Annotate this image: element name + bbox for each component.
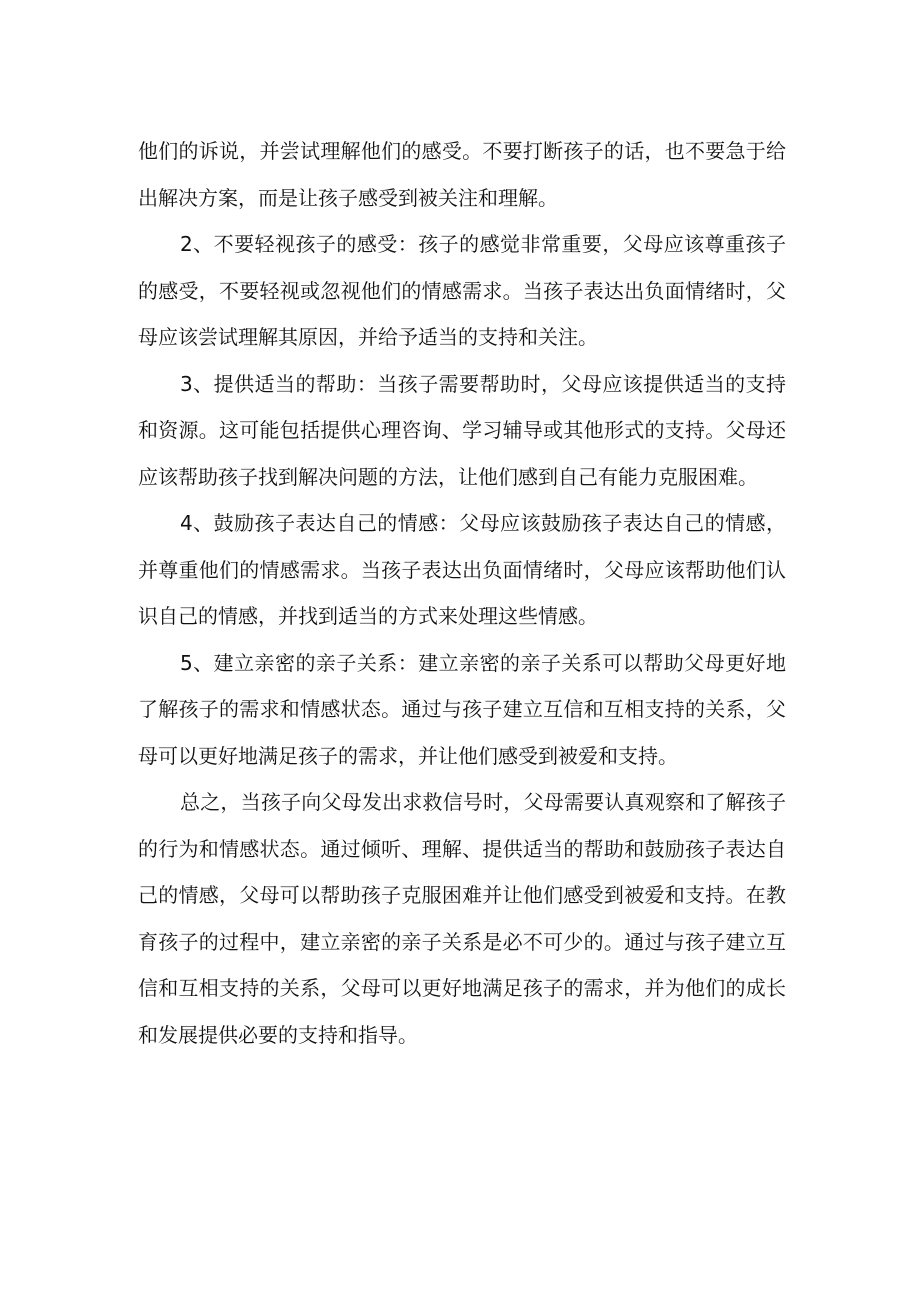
paragraph-point-2: 2、不要轻视孩子的感受：孩子的感觉非常重要，父母应该尊重孩子的感受，不要轻视或忽视他们的情感需求。当孩子表达出负面情绪时，父母应该尝试理解其原因，并给予适当的支持和关注。 — [138, 232, 786, 349]
paragraph-continuation: 他们的诉说，并尝试理解他们的感受。不要打断孩子的话，也不要急于给出解决方案，而是让孩子感受到被关注和理解。 — [138, 139, 786, 210]
paragraph-point-3: 3、提供适当的帮助：当孩子需要帮助时，父母应该提供适当的支持和资源。这可能包括提供心理咨询、学习辅导或其他形式的支持。父母还应该帮助孩子找到解决问题的方法，让他们感到自己有能力克服困难。 — [138, 371, 786, 489]
paragraph-point-5: 5、建立亲密的亲子关系：建立亲密的亲子关系可以帮助父母更好地了解孩子的需求和情感状态。通过与孩子建立互信和互相支持的关系，父母可以更好地满足孩子的需求，并让他们感受到被爱和支持。 — [138, 650, 786, 768]
paragraph-point-4: 4、鼓励孩子表达自己的情感：父母应该鼓励孩子表达自己的情感，并尊重他们的情感需求。当孩子表达出负面情绪时，父母应该帮助他们认识自己的情感，并找到适当的方式来处理这些情感。 — [138, 511, 786, 628]
document-body — [138, 128, 786, 1058]
paragraph-conclusion: 总之，当孩子向父母发出求救信号时，父母需要认真观察和了解孩子的行为和情感状态。通过倾听、理解、提供适当的帮助和鼓励孩子表达自己的情感，父母可以帮助孩子克服困难并让他们感受到被爱和支持。在教育孩子的过程中，建立亲密的亲子关系是必不可少的。通过与孩子建立互信和互相支持的关系，父母可以更好地满足孩子的需求，并为他们的成长和发展提供必要的支持和指导。 — [138, 790, 786, 1047]
